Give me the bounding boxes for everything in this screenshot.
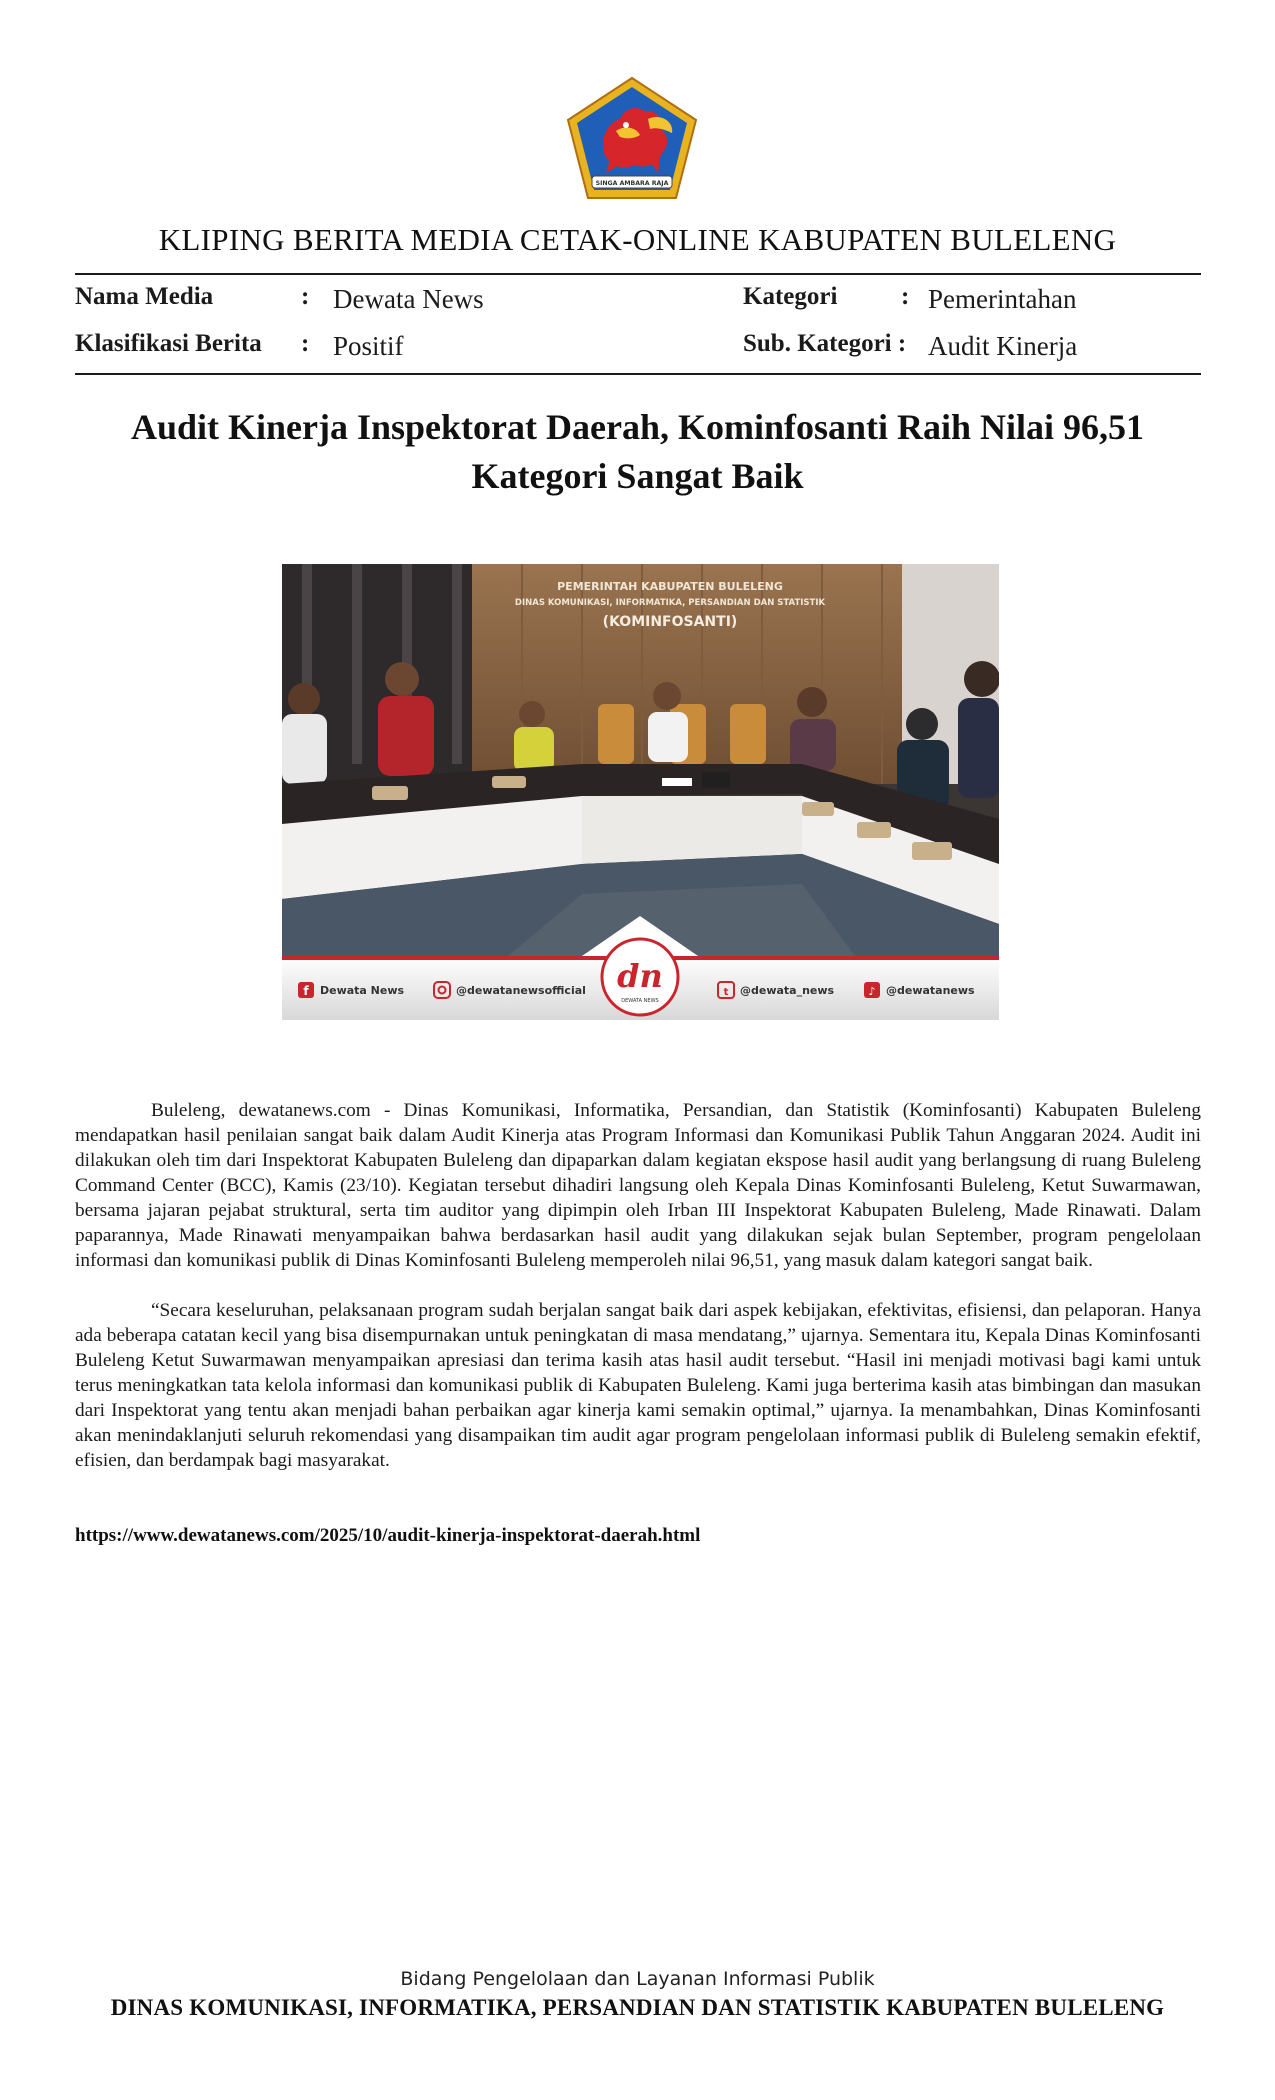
svg-text:♪: ♪ bbox=[868, 985, 876, 998]
svg-text:f: f bbox=[303, 984, 309, 998]
media-colon: : bbox=[301, 283, 310, 310]
photo-watermark-logo: dn bbox=[617, 957, 663, 995]
facebook-icon bbox=[298, 982, 314, 998]
media-value: Dewata News bbox=[333, 284, 484, 314]
category-colon: : bbox=[901, 283, 910, 310]
photo-social-tiktok: @dewatanews bbox=[886, 984, 975, 997]
classification-colon: : bbox=[301, 330, 310, 357]
footer-agency: DINAS KOMUNIKASI, INFORMATIKA, PERSANDIAN DAN STATISTIK KABUPATEN BULELENG bbox=[110, 1995, 1165, 2020]
category-label: Kategori bbox=[743, 283, 838, 310]
subcategory-value: Audit Kinerja bbox=[928, 331, 1078, 361]
classification-label: Klasifikasi Berita bbox=[75, 330, 262, 357]
header-rule-bottom bbox=[75, 373, 1201, 375]
subcategory-label: Sub. Kategori : bbox=[743, 330, 907, 357]
article-body bbox=[75, 1098, 1201, 1498]
photo-wall-line-1: PEMERINTAH KABUPATEN BULELENG bbox=[557, 580, 783, 593]
footer-division: Bidang Pengelolaan dan Layanan Informasi Publik bbox=[400, 1968, 875, 1990]
photo-social-facebook: Dewata News bbox=[320, 984, 405, 997]
category-value: Pemerintahan bbox=[928, 284, 1077, 314]
photo-wall-line-3: (KOMINFOSANTI) bbox=[602, 614, 738, 630]
article-paragraph-2: “Secara keseluruhan, pelaksanaan program sudah berjalan sangat baik dari aspek kebijakan, efektivitas, efisiensi, dan pelaporan. Hanya ada beberapa catatan kecil yang bisa disempurnakan untuk peningkatan di masa mendatang,” ujarnya. Sementara itu, Kepala Dinas Kominfosanti Buleleng Ketut Suwarmawan menyampaikan apresiasi dan terima kasih atas hasil audit tersebut. “Hasil ini menjadi motivasi bagi kami untuk terus meningkatkan tata kelola informasi dan komunikasi publik di Kabupaten Buleleng. Kami juga berterima kasih atas bimbingan dan masukan dari Inspektorat yang tentu akan menjadi bahan perbaikan agar kinerja kami semakin optimal,” ujarnya. Ia menambahkan, Dinas Kominfosanti akan menindaklanjuti seluruh rekomendasi yang disampaikan tim audit agar program pengelolaan informasi publik di Buleleng semakin efektif, efisien, dan berdampak bagi masyarakat. bbox=[75, 1300, 1201, 1471]
tiktok-icon bbox=[864, 982, 880, 998]
headline bbox=[95, 403, 1180, 501]
document-title: KLIPING BERITA MEDIA CETAK-ONLINE KABUPATEN BULELENG bbox=[158, 222, 1117, 257]
emblem-motto: SINGA AMBARA RAJA bbox=[595, 180, 669, 187]
svg-text:t: t bbox=[723, 987, 729, 998]
news-photo bbox=[282, 564, 999, 1020]
article-paragraph-1: Buleleng, dewatanews.com - Dinas Komunikasi, Informatika, Persandian, dan Statistik (Kominfosanti) Kabupaten Buleleng mendapatkan hasil penilaian sangat baik dalam Audit Kinerja atas Program Informasi dan Komunikasi Publik Tahun Anggaran 2024. Audit ini dilakukan oleh tim dari Inspektorat Kabupaten Buleleng dan dipaparkan dalam kegiatan ekspose hasil audit yang berlangsung di ruang Buleleng Command Center (BCC), Kamis (23/10). Kegiatan tersebut dihadiri langsung oleh Kepala Dinas Kominfosanti Buleleng, Ketut Suwarmawan, bersama jajaran pejabat struktural, serta tim auditor yang dipimpin oleh Irban III Inspektorat Kabupaten Buleleng, Made Rinawati. Dalam paparannya, Made Rinawati menyampaikan bahwa berdasarkan hasil audit yang dilakukan sejak bulan September, program pengelolaan informasi dan komunikasi publik di Dinas Kominfosanti Buleleng memperoleh nilai 96,51, yang masuk dalam kategori sangat baik. bbox=[75, 1100, 1201, 1271]
buleleng-emblem bbox=[564, 75, 700, 203]
photo-social-twitter: @dewata_news bbox=[740, 984, 835, 997]
headline-line-1: Audit Kinerja Inspektorat Daerah, Kominfosanti Raih Nilai 96,51 bbox=[130, 407, 1145, 447]
classification-value: Positif bbox=[333, 331, 404, 361]
photo-social-instagram: @dewatanewsofficial bbox=[456, 984, 586, 997]
photo-watermark-sub: DEWATA NEWS bbox=[621, 998, 659, 1004]
headline-line-2: Kategori Sangat Baik bbox=[471, 456, 804, 496]
photo-wall-line-2: DINAS KOMUNIKASI, INFORMATIKA, PERSANDIAN DAN STATISTIK bbox=[514, 598, 826, 608]
media-label: Nama Media bbox=[75, 283, 214, 310]
source-url: https://www.dewatanews.com/2025/10/audit-kinerja-inspektorat-daerah.html bbox=[75, 1525, 701, 1546]
header-rule-top bbox=[75, 273, 1201, 275]
